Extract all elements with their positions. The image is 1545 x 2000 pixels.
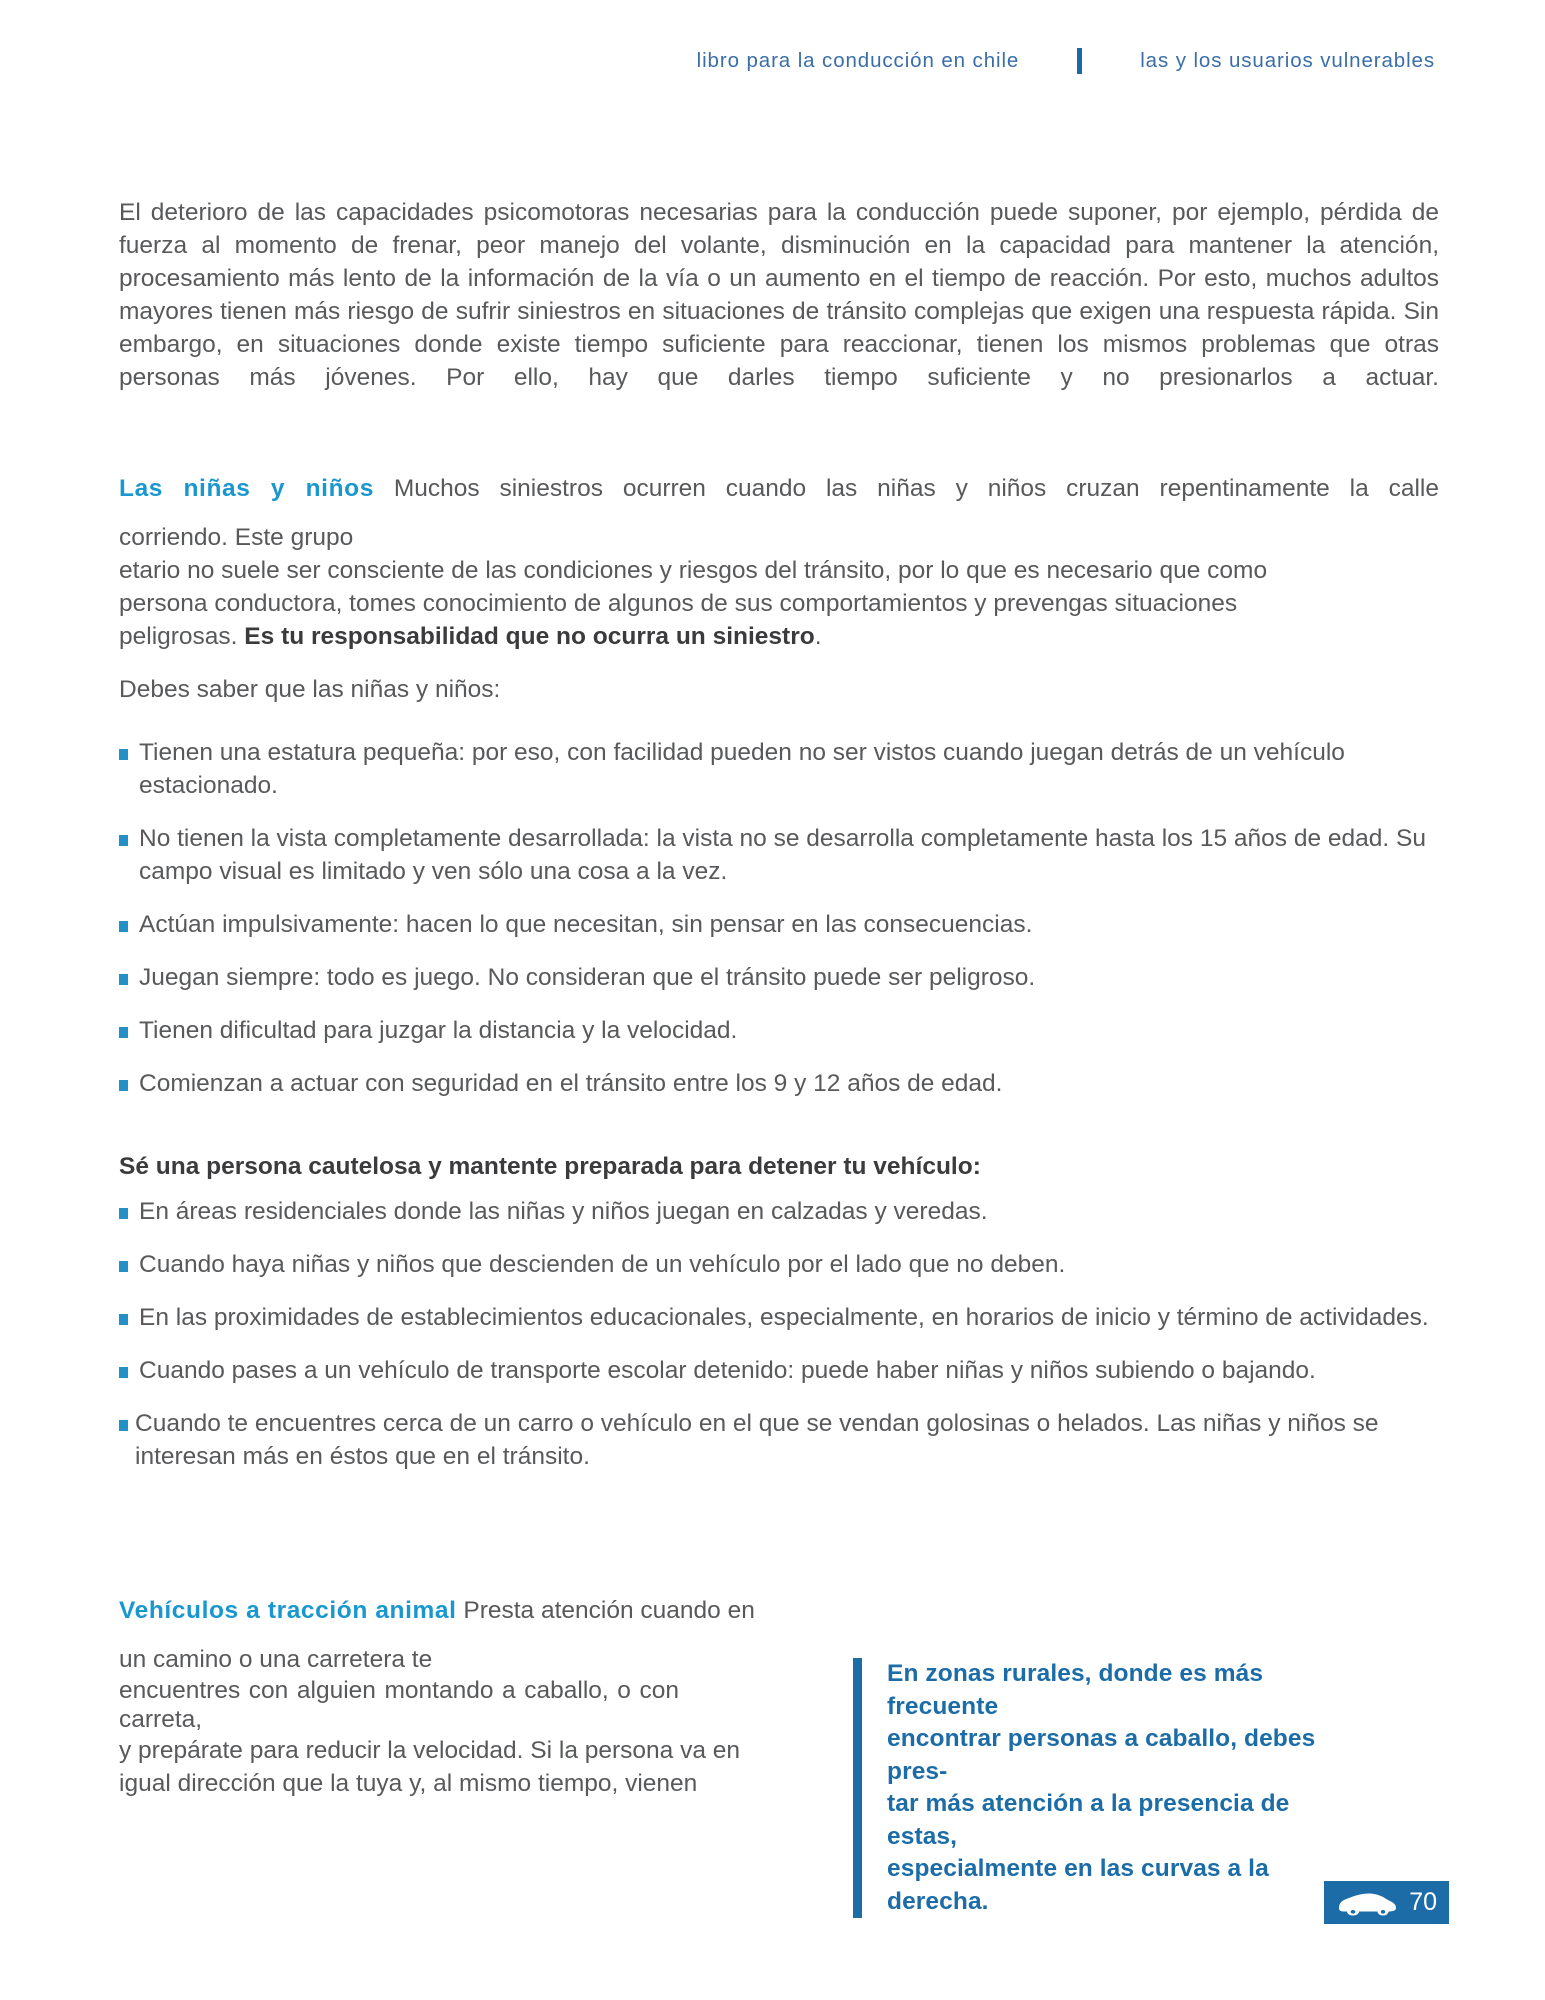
list-item [119, 961, 1439, 994]
list-item-text: Actúan impulsivamente: hacen lo que necesitan, sin pensar en las consecuencias. [139, 911, 1033, 938]
children-body-line-3-plain: peligrosas. [119, 623, 245, 650]
children-body-line-2: persona conductora, tomes conocimiento de algunos de sus comportamientos y prevengas situaciones [119, 590, 1238, 617]
rural-callout [853, 1658, 1353, 1918]
list-item [119, 1354, 1439, 1387]
children-lead-text: Muchos siniestros ocurren cuando las niñas y niños cruzan repentinamente la calle [393, 475, 1439, 502]
bottom-section [119, 1594, 1439, 1918]
list-item-text: Cuando pases a un vehículo de transporte escolar detenido: puede haber niñas y niños subiendo o bajando. [139, 1357, 1316, 1384]
page-number-badge [1324, 1881, 1449, 1924]
caution-section-heading: Sé una persona cautelosa y mantente preparada para detener tu vehículo: [119, 1153, 981, 1180]
callout-line-2: encontrar personas a caballo, debes pres- [887, 1725, 1316, 1785]
car-icon [1336, 1890, 1398, 1921]
main-content [119, 196, 1439, 1493]
list-item-text: En áreas residenciales donde las niñas y niños juegan en calzadas y veredas. [139, 1198, 988, 1225]
callout-line-4: especialmente en las curvas a la derecha. [887, 1855, 1269, 1915]
list-item-text: Cuando haya niñas y niños que descienden de un vehículo por el lado que no deben. [139, 1251, 1066, 1278]
list-item [119, 1014, 1439, 1047]
children-lead-continuation: corriendo. Este grupo [119, 524, 354, 551]
children-body-line-1: etario no suele ser consciente de las condiciones y riesgos del tránsito, por lo que es necesario que como [119, 557, 1268, 584]
list-item [119, 1195, 1439, 1228]
intro-paragraph: El deterioro de las capacidades psicomotoras necesarias para la conducción puede suponer, por ejemplo, pérdida de fuerza al momento de frenar, peor manejo del volante, disminución en la capacidad para mantener la atención, procesamiento más lento de la información de la vía o un aumento en el tiempo de reacción. Por esto, muchos adultos mayores tienen más riesgo de sufrir siniestros en situaciones de tránsito complejas que exigen una respuesta rápida. Sin embargo, en situaciones donde existe tiempo suficiente para reaccionar, tienen los mismos problemas que otras personas más jóvenes. Por ello, hay que darles tiempo suficiente y no presionarlos a actuar. [119, 199, 1439, 391]
callout-line-1: En zonas rurales, donde es más frecuente [887, 1660, 1264, 1720]
animal-heading-line [119, 1594, 819, 1627]
list-item [119, 1067, 1439, 1100]
list-item-text: Comienzan a actuar con seguridad en el tránsito entre los 9 y 12 años de edad. [139, 1070, 1003, 1097]
animal-line-5: y prepárate para reducir la velocidad. Si la persona va en [119, 1737, 741, 1764]
spacer [119, 1120, 1439, 1150]
list-item-text: No tienen la vista completamente desarrollada: la vista no se desarrolla completamente hasta los 15 años de edad. Su campo visual es limitado y ven sólo una cosa a la vez. [139, 825, 1427, 885]
children-heading-line [119, 472, 1439, 505]
list-item [119, 1248, 1439, 1281]
caution-bullet-list [119, 1195, 1439, 1473]
list-item-text: Cuando te encuentres cerca de un carro o vehículo en el que se vendan golosinas o helados. Las niñas y niños se interesan más en éstos que en el tránsito. [135, 1410, 1379, 1470]
children-body-line-3-bold: Es tu responsabilidad que no ocurra un siniestro [244, 623, 815, 650]
spacer [119, 1627, 819, 1643]
animal-line-3: encuentres con alguien montando a caballo, o con [119, 1677, 679, 1704]
header-divider [1077, 48, 1082, 74]
animal-line-6: igual dirección que la tuya y, al mismo tiempo, vienen [119, 1770, 698, 1797]
page-header [0, 48, 1545, 74]
animal-line-2: un camino o una carretera te [119, 1646, 433, 1673]
list-item-text: Juegan siempre: todo es juego. No consideran que el tránsito puede ser peligroso. [139, 964, 1036, 991]
children-list-intro: Debes saber que las niñas y niños: [119, 676, 501, 703]
list-item [119, 822, 1439, 888]
list-item [119, 1301, 1439, 1334]
bottom-columns [119, 1594, 1439, 1918]
children-bullet-list [119, 736, 1439, 1100]
animal-lead-text: Presta atención cuando en [463, 1597, 755, 1624]
children-body-line-3 [119, 620, 1439, 653]
page-number: 70 [1409, 1888, 1437, 1916]
animal-section [119, 1594, 819, 1800]
spacer [119, 394, 1439, 442]
list-item-text: Tienen una estatura pequeña: por eso, con facilidad pueden no ser vistos cuando juegan detrás de un vehículo estacionado. [139, 739, 1345, 799]
spacer [119, 653, 1439, 673]
list-item [119, 1407, 1439, 1473]
spacer [119, 505, 1439, 521]
spacer [119, 706, 1439, 736]
spacer [119, 442, 1439, 472]
callout-line-3: tar más atención a la presencia de estas, [887, 1790, 1290, 1850]
list-item-text: En las proximidades de establecimientos educacionales, especialmente, en horarios de inicio y término de actividades. [139, 1304, 1429, 1331]
children-body-line-3-end: . [814, 623, 822, 650]
list-item [119, 736, 1439, 802]
list-item [119, 908, 1439, 941]
animal-section-heading: Vehículos a tracción animal [119, 1597, 457, 1624]
animal-line-4: carreta, [119, 1706, 203, 1733]
children-section-heading: Las niñas y niños [119, 475, 374, 502]
header-chapter-title: las y los usuarios vulnerables [1140, 49, 1435, 72]
header-book-title: libro para la conducción en chile [696, 49, 1020, 72]
list-item-text: Tienen dificultad para juzgar la distancia y la velocidad. [139, 1017, 738, 1044]
spacer [119, 1183, 1439, 1195]
